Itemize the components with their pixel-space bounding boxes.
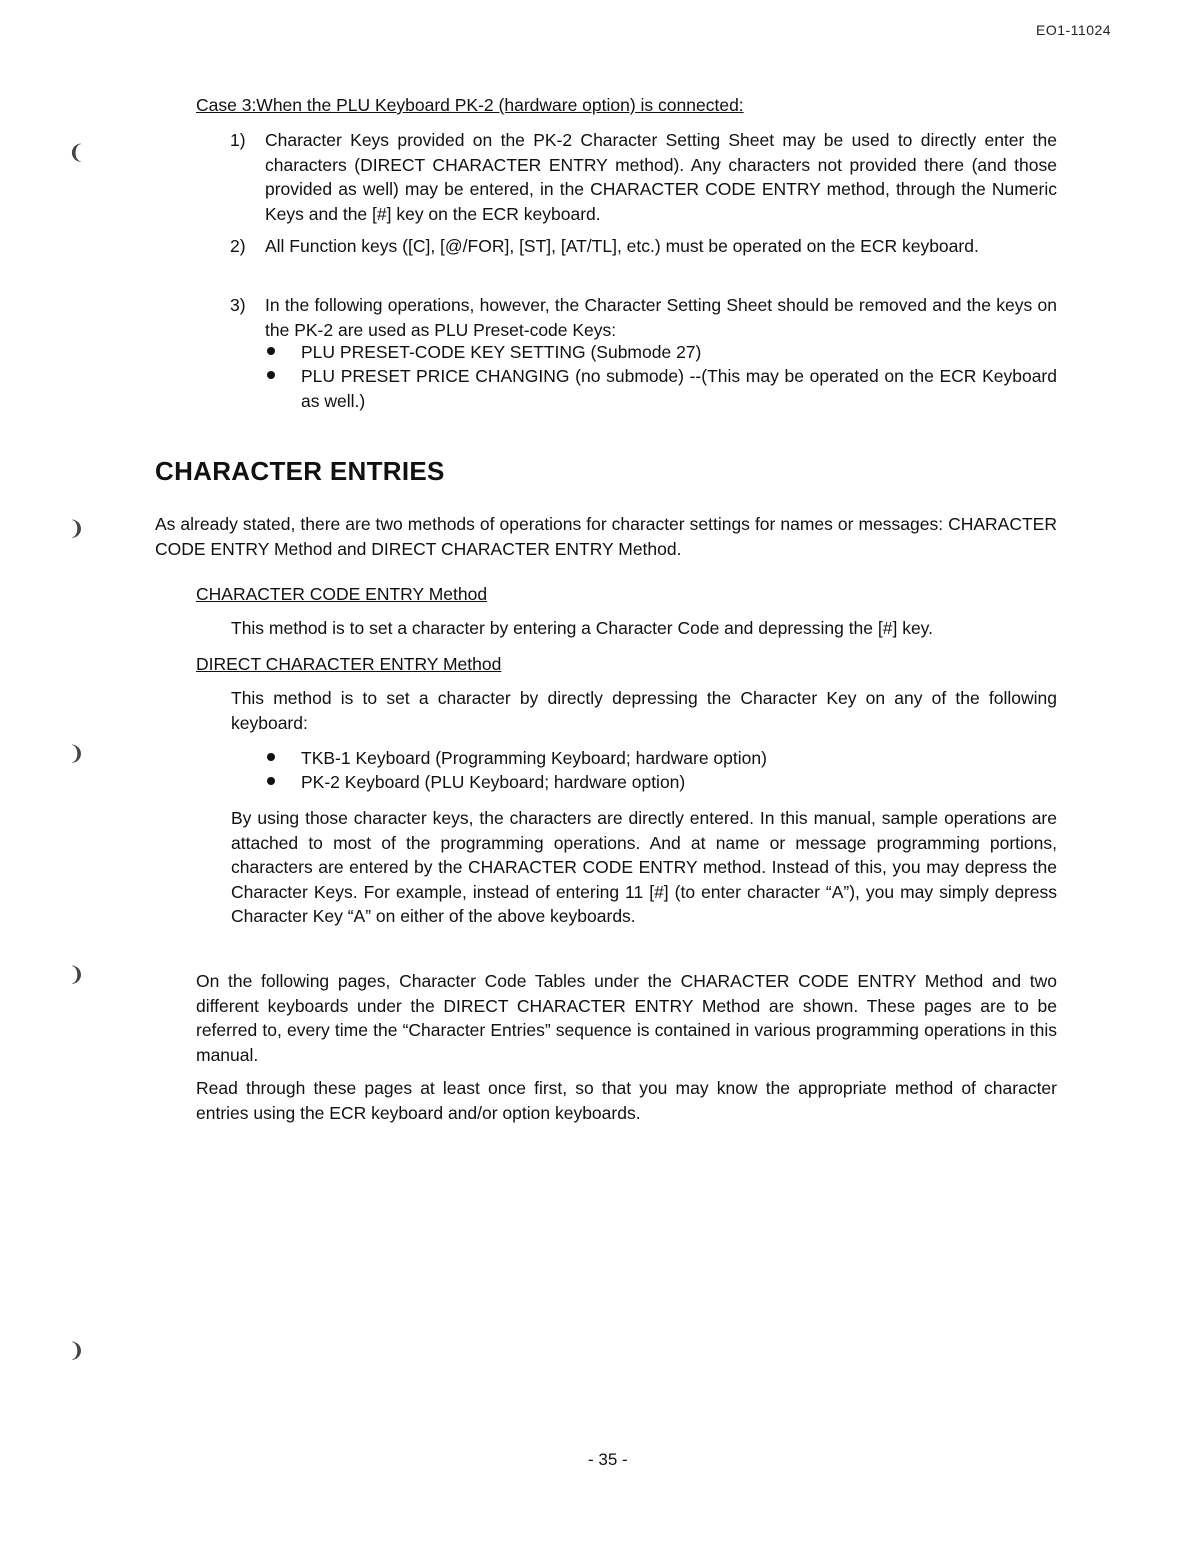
binder-hole-mark: ❩ (68, 962, 85, 986)
section-heading: CHARACTER ENTRIES (155, 456, 445, 486)
keyboard-item-2: PK-2 Keyboard (PLU Keyboard; hardware option) (301, 772, 686, 792)
read-through-paragraph: Read through these pages at least once first, so that you may know the appropriate method of character entries using the ECR keyboard and/or option keyboards. (196, 1078, 1057, 1123)
bullet-icon (267, 777, 275, 785)
binder-hole-mark: ❩ (68, 741, 85, 765)
page-number: - 35 - (588, 1450, 628, 1469)
following-pages-paragraph: On the following pages, Character Code Tables under the CHARACTER CODE ENTRY Method and two different keyboards under the DIRECT CHARACTER ENTRY Method are shown. These pages are to be referred to, every time the “Character Entries” sequence is contained in various programming operations in this manual. (196, 971, 1057, 1065)
bullet-icon (267, 371, 275, 379)
section-intro: As already stated, there are two methods of operations for character settings for names or messages: CHARACTER CODE ENTRY Method and DIRECT CHARACTER ENTRY Method. (155, 514, 1057, 559)
case3-item-2: All Function keys ([C], [@/FOR], [ST], [AT/TL], etc.) must be operated on the ECR keyboard. (265, 236, 979, 256)
binder-hole-mark: ❨ (68, 140, 85, 164)
method2-text: This method is to set a character by directly depressing the Character Key on any of the following keyboard: (231, 688, 1057, 733)
item-number: 2) (230, 236, 246, 256)
document-code: EO1-11024 (1036, 22, 1112, 38)
bullet-icon (267, 347, 275, 355)
method2-title: DIRECT CHARACTER ENTRY Method (196, 654, 502, 674)
bullet-icon (267, 753, 275, 761)
item-number: 3) (230, 295, 246, 315)
case3-item-3: In the following operations, however, the Character Setting Sheet should be removed and the keys on the PK-2 are used as PLU Preset-code Keys: (265, 295, 1057, 340)
case3-item-1: Character Keys provided on the PK-2 Character Setting Sheet may be used to directly enter the characters (DIRECT CHARACTER ENTRY method). Any characters not provided there (and those provided as well) may be entered, in the CHARACTER CODE ENTRY method, through the Numeric Keys and the [#] key on the ECR keyboard. (265, 130, 1057, 224)
method1-title: CHARACTER CODE ENTRY Method (196, 584, 488, 604)
binder-hole-mark: ❩ (68, 516, 85, 540)
binder-hole-mark: ❩ (68, 1338, 85, 1362)
case3-sub-bullet-1: PLU PRESET-CODE KEY SETTING (Submode 27) (301, 342, 702, 362)
keyboard-item-1: TKB-1 Keyboard (Programming Keyboard; hardware option) (301, 748, 767, 768)
item-number: 1) (230, 130, 246, 150)
method1-text: This method is to set a character by entering a Character Code and depressing the [#] key. (231, 618, 933, 638)
case3-sub-bullet-2: PLU PRESET PRICE CHANGING (no submode) --(This may be operated on the ECR Keyboard as well.) (301, 366, 1057, 411)
method2-note: By using those character keys, the characters are directly entered. In this manual, sample operations are attached to most of the programming operations. And at name or message programming portions, characters are entered by the CHARACTER CODE ENTRY method. Instead of this, you may depress the Character Keys. For example, instead of entering 11 [#] (to enter character “A”), you may simply depress Character Key “A” on either of the above keyboards. (231, 808, 1057, 926)
case3-title: Case 3:When the PLU Keyboard PK-2 (hardware option) is connected: (196, 95, 744, 115)
